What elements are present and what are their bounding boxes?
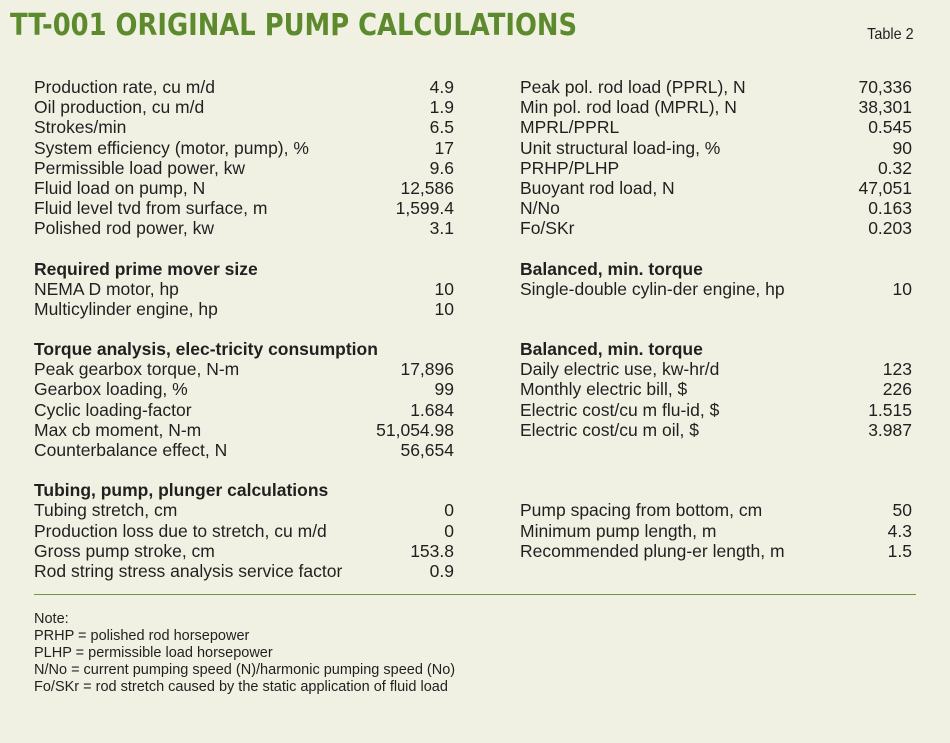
note-line: Fo/SKr = rod stretch caused by the static application of fluid load [34,679,448,695]
table-row [34,178,454,198]
table-row [520,218,912,238]
row-label: Electric cost/cu m flu-id, $ [520,399,720,420]
table-row [520,138,912,158]
row-value: 0.163 [868,198,912,219]
row-value: 90 [892,137,912,158]
row-value: 0 [444,500,454,521]
table-row [34,279,454,299]
table-row [34,379,454,399]
row-value: 0.32 [877,157,912,178]
row-label: Recommended plung-er length, m [520,540,785,561]
table-row [34,138,454,158]
table-row [520,400,912,420]
table-row [520,158,912,178]
row-label: Counterbalance effect, N [34,440,228,460]
row-label: Electric cost/cu m oil, $ [520,419,699,440]
row-label: Permissible load power, kw [34,157,246,178]
table-row [34,500,454,520]
table-label: Table 2 [867,26,914,43]
table-row [34,521,454,541]
note-line: PRHP = polished rod horsepower [34,628,250,644]
table-row [520,379,912,399]
table-row [520,97,912,117]
row-label: Tubing stretch, cm [34,500,178,521]
row-value: 50 [892,500,912,521]
row-label: System efficiency (motor, pump), % [34,137,309,158]
row-value: 10 [434,298,454,319]
divider [34,594,916,595]
note-line: Note: [34,611,69,627]
row-value: 51,054.98 [376,419,454,440]
row-label: Peak gearbox torque, N-m [34,359,240,380]
table-row [520,77,912,97]
section-heading: Required prime mover size [34,258,258,279]
row-value: 12,586 [400,177,454,198]
row-value: 6.5 [429,117,454,138]
empty-heading [520,480,912,500]
left-column [34,77,454,581]
table-row [34,541,454,561]
spacer [520,319,912,339]
table-row [34,117,454,137]
row-value: 17,896 [400,359,454,380]
table-row [520,500,912,520]
spacer [34,319,454,339]
row-value: 226 [882,379,912,400]
row-label: Gearbox loading, % [34,379,188,400]
table-row [520,420,912,440]
right-block-1 [520,77,912,239]
right-block-2 [520,259,912,320]
page-title: TT-001 ORIGINAL PUMP CALCULATIONS [10,8,578,43]
row-label: Max cb moment, N-m [34,419,202,440]
row-label: N/No [520,198,560,219]
row-label: Rod string stress analysis service factor [34,560,343,581]
row-value: 10 [434,278,454,299]
row-label: NEMA D motor, hp [34,278,179,299]
row-label: Oil production, cu m/d [34,97,205,118]
row-value: 99 [434,379,454,400]
spacer [520,239,912,259]
table-row [34,77,454,97]
row-label: Pump spacing from bottom, cm [520,500,763,521]
row-value: 0.203 [868,218,912,239]
row-value: 3.1 [429,218,454,239]
row-label: Strokes/min [34,117,127,138]
table-row [520,178,912,198]
row-label: Fluid load on pump, N [34,177,206,198]
row-value: 56,654 [400,440,454,460]
row-value: 4.9 [429,77,454,97]
table-row [34,158,454,178]
table-row [34,400,454,420]
row-value: 9.6 [429,157,454,178]
section-heading: Balanced, min. torque [520,339,703,360]
row-label: Production rate, cu m/d [34,77,215,97]
spacer [34,460,454,480]
row-value: 1,599.4 [395,198,454,219]
row-label: Production loss due to stretch, cu m/d [34,520,327,541]
row-value: 38,301 [858,97,912,118]
right-column [520,77,912,561]
table-row [34,420,454,440]
row-value: 4.3 [887,520,912,541]
table-row [34,440,454,460]
right-block-4 [520,480,912,561]
left-block-2 [34,259,454,320]
row-value: 10 [892,278,912,299]
table-row [520,198,912,218]
table-row [520,541,912,561]
row-label: Minimum pump length, m [520,520,717,541]
spacer [520,460,912,480]
spacer [34,239,454,259]
row-value: 0.9 [429,560,454,581]
row-label: Daily electric use, kw-hr/d [520,359,720,380]
row-value: 70,336 [858,77,912,97]
row-value: 0.545 [868,117,912,138]
note-line: N/No = current pumping speed (N)/harmonic pumping speed (No) [34,662,456,678]
table-row [34,359,454,379]
row-label: Min pol. rod load (MPRL), N [520,97,737,118]
row-label: Monthly electric bill, $ [520,379,688,400]
row-label: Gross pump stroke, cm [34,540,215,561]
right-block-3 [520,339,912,460]
table-row [520,279,912,299]
table-row [34,299,454,319]
table-row [520,359,912,379]
row-label: Cyclic loading-factor [34,399,192,420]
table-row [520,117,912,137]
section-heading: Tubing, pump, plunger calculations [34,480,329,501]
table-row [34,218,454,238]
left-block-4 [34,480,454,581]
left-block-3 [34,339,454,460]
row-value: 153.8 [410,540,454,561]
row-value: 47,051 [858,177,912,198]
row-value: 1.515 [868,399,912,420]
section-heading: Torque analysis, elec-tricity consumption [34,339,378,360]
row-label: MPRL/PPRL [520,117,620,138]
row-value: 123 [882,359,912,380]
left-block-1 [34,77,454,239]
row-value: 1.5 [887,540,912,561]
row-value: 17 [434,137,454,158]
row-label: Fluid level tvd from surface, m [34,198,268,219]
row-label: Multicylinder engine, hp [34,298,218,319]
row-label: Buoyant rod load, N [520,177,675,198]
section-heading: Balanced, min. torque [520,258,703,279]
row-value: 0 [444,520,454,541]
row-value: 1.9 [429,97,454,118]
row-value: 3.987 [868,419,912,440]
table-row [34,97,454,117]
row-label: Peak pol. rod load (PPRL), N [520,77,746,97]
note-line: PLHP = permissible load horsepower [34,645,273,661]
row-label: Fo/SKr [520,218,575,239]
table-row [34,561,454,581]
row-value: 1.684 [410,399,454,420]
row-label: Single-double cylin-der engine, hp [520,278,785,299]
empty-row [520,299,912,319]
table-row [520,521,912,541]
notes [34,611,455,696]
row-label: Unit structural load-ing, % [520,137,721,158]
table-row [34,198,454,218]
row-label: Polished rod power, kw [34,218,214,239]
row-label: PRHP/PLHP [520,157,620,178]
empty-row [520,440,912,460]
